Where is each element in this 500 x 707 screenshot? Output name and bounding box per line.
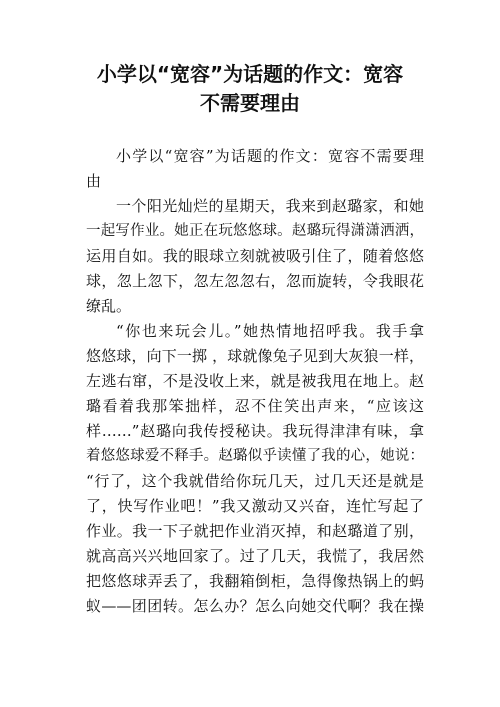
title-line-2: 不需要理由 xyxy=(200,91,300,115)
body-text-line: 就高高兴兴地回家了。过了几天，我慌了，我居然 xyxy=(86,547,424,565)
body-text-line: “你也来玩会儿。”她热情地招呼我。我手拿 xyxy=(116,322,424,340)
body-text-line: 着悠悠球爱不释手。赵璐似乎读懂了我的心，她说： xyxy=(86,448,424,464)
body-text-line: 把悠悠球弄丢了，我翻箱倒柜，急得像热锅上的蚂 xyxy=(86,572,424,590)
document-title xyxy=(60,60,440,118)
title-line-1: 小学以“宽容”为话题的作文：宽容 xyxy=(96,62,404,86)
body-text-line: 一起写作业。她正在玩悠悠球。赵璐玩得潇潇洒洒， xyxy=(86,223,424,239)
body-text-line: 了，快写作业吧！”我又激动又兴奋，连忙写起了 xyxy=(86,497,424,515)
body-text-line: 由 xyxy=(86,172,102,190)
body-text-line: “行了，这个我就借给你玩几天，过几天还是就是 xyxy=(86,472,424,490)
body-text-line: 缭乱。 xyxy=(86,297,132,315)
body-text-line: 小学以“宽容”为话题的作文：宽容不需要理 xyxy=(116,147,424,165)
body-text-line: 璐看着我那笨拙样，忍不住笑出声来，“应该这 xyxy=(86,397,424,415)
body-text-line: 蚁——团团转。怎么办？怎么向她交代啊？我在操 xyxy=(86,597,424,615)
body-text-line: 左逃右窜，不是没收上来，就是被我甩在地上。赵 xyxy=(86,372,424,390)
body-text-line: 运用自如。我的眼球立刻就被吸引住了，随着悠悠 xyxy=(86,247,424,265)
body-text-line: 悠悠球，向下一掷 ，球就像兔子见到大灰狼一样， xyxy=(86,347,424,365)
body-text-line: 样……”赵璐向我传授秘诀。我玩得津津有味，拿 xyxy=(86,422,424,440)
body-text-line: 球，忽上忽下，忽左忽忽右，忽而旋转，令我眼花 xyxy=(86,272,424,290)
document-body xyxy=(86,144,424,619)
body-text-line: 一个阳光灿烂的星期天，我来到赵璐家，和她 xyxy=(116,197,424,215)
body-text-line: 作业。我一下子就把作业消灭掉，和赵璐道了别， xyxy=(86,522,424,540)
